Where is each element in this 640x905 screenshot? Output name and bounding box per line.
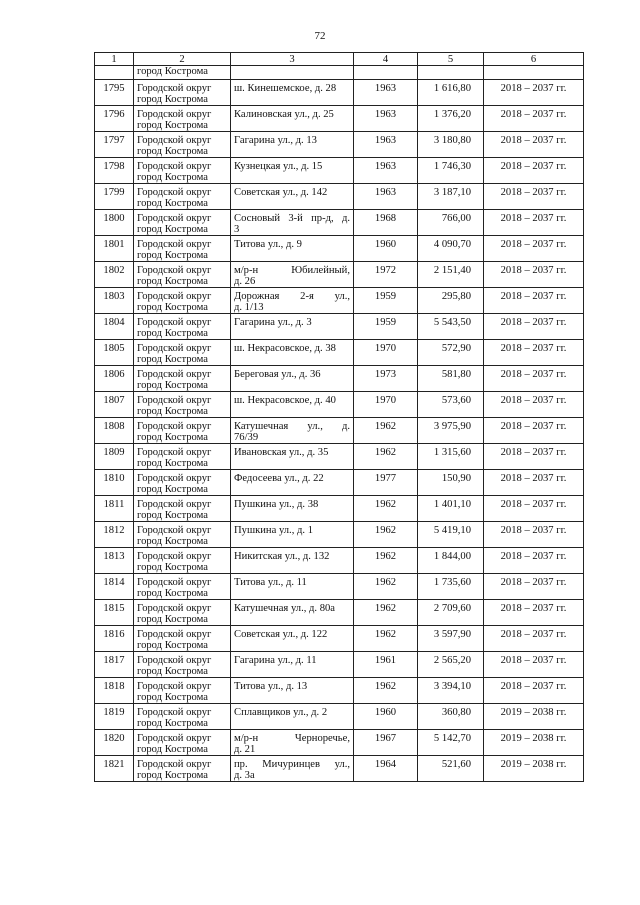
cell-year: 1960 — [354, 704, 418, 730]
address-line: Гагарина ул., д. 3 — [234, 317, 312, 328]
municipality-line: город Кострома — [137, 354, 208, 365]
cell-area: 572,90 — [418, 340, 484, 366]
cell-municipality — [134, 392, 231, 418]
municipality-line: Городской округ — [137, 213, 212, 224]
municipality-line: Городской округ — [137, 551, 212, 562]
address-line: Сплавщиков ул., д. 2 — [234, 707, 328, 718]
cell-period — [484, 66, 584, 80]
cell-period: 2018 – 2037 гг. — [484, 496, 584, 522]
municipality-line: Городской округ — [137, 733, 212, 744]
cell-year: 1962 — [354, 418, 418, 444]
cell-address — [231, 314, 354, 340]
municipality-line: город Кострома — [137, 718, 208, 729]
cell-number: 1817 — [95, 652, 134, 678]
cell-period: 2018 – 2037 гг. — [484, 340, 584, 366]
municipality-line: Городской округ — [137, 135, 212, 146]
column-header: 6 — [484, 53, 584, 66]
municipality-line: город Кострома — [137, 406, 208, 417]
table-row — [95, 548, 584, 574]
cell-address — [231, 210, 354, 236]
cell-municipality — [134, 704, 231, 730]
cell-number: 1816 — [95, 626, 134, 652]
cell-address — [231, 626, 354, 652]
cell-municipality — [134, 132, 231, 158]
cell-number: 1812 — [95, 522, 134, 548]
cell-area: 295,80 — [418, 288, 484, 314]
cell-area: 2 565,20 — [418, 652, 484, 678]
cell-address — [231, 600, 354, 626]
cell-number: 1796 — [95, 106, 134, 132]
cell-period: 2018 – 2037 гг. — [484, 288, 584, 314]
address-line: Советская ул., д. 122 — [234, 629, 328, 640]
cell-municipality — [134, 496, 231, 522]
column-header: 4 — [354, 53, 418, 66]
municipality-line: Городской округ — [137, 161, 212, 172]
cell-period: 2018 – 2037 гг. — [484, 652, 584, 678]
cell-year: 1959 — [354, 314, 418, 340]
municipality-line: Городской округ — [137, 239, 212, 250]
municipality-line: город Кострома — [137, 120, 208, 131]
municipality-line: Городской округ — [137, 369, 212, 380]
municipality-line: Городской округ — [137, 707, 212, 718]
municipality-line: Городской округ — [137, 681, 212, 692]
municipality-line: город Кострома — [137, 250, 208, 261]
address-line: 3 — [234, 224, 240, 235]
cell-address — [231, 496, 354, 522]
municipality-line: Городской округ — [137, 265, 212, 276]
page-number: 72 — [314, 30, 326, 42]
cell-period: 2018 – 2037 гг. — [484, 470, 584, 496]
cell-number: 1813 — [95, 548, 134, 574]
address-line: Калиновская ул., д. 25 — [234, 109, 334, 120]
table-row — [95, 392, 584, 418]
address-line: пр. Мичуринцев ул., — [234, 759, 350, 770]
cell-area: 1 315,60 — [418, 444, 484, 470]
cell-area: 581,80 — [418, 366, 484, 392]
cell-number: 1803 — [95, 288, 134, 314]
address-line: Пушкина ул., д. 38 — [234, 499, 319, 510]
table-row — [95, 236, 584, 262]
cell-period: 2018 – 2037 гг. — [484, 80, 584, 106]
cell-municipality — [134, 184, 231, 210]
cell-area: 1 401,10 — [418, 496, 484, 522]
cell-area: 3 180,80 — [418, 132, 484, 158]
cell-address — [231, 392, 354, 418]
municipality-line: город Кострома — [137, 172, 208, 183]
table-row — [95, 210, 584, 236]
table-row — [95, 626, 584, 652]
cell-period: 2018 – 2037 гг. — [484, 158, 584, 184]
municipality-line: город Кострома — [137, 302, 208, 313]
cell-address — [231, 106, 354, 132]
municipality-line: город Кострома — [137, 146, 208, 157]
address-line: Пушкина ул., д. 1 — [234, 525, 313, 536]
cell-area: 1 616,80 — [418, 80, 484, 106]
cell-address — [231, 704, 354, 730]
cell-period: 2018 – 2037 гг. — [484, 444, 584, 470]
cell-address — [231, 288, 354, 314]
cell-period: 2018 – 2037 гг. — [484, 678, 584, 704]
column-header: 3 — [231, 53, 354, 66]
cell-area: 2 709,60 — [418, 600, 484, 626]
housing-table — [94, 52, 584, 782]
municipality-line: город Кострома — [137, 770, 208, 781]
address-line: Титова ул., д. 13 — [234, 681, 308, 692]
cell-number: 1801 — [95, 236, 134, 262]
municipality-line: Городской округ — [137, 343, 212, 354]
cell-municipality — [134, 418, 231, 444]
address-line: д. 26 — [234, 276, 256, 287]
cell-area: 1 735,60 — [418, 574, 484, 600]
cell-year — [354, 66, 418, 80]
cell-year: 1962 — [354, 600, 418, 626]
address-line: Советская ул., д. 142 — [234, 187, 328, 198]
municipality-line: Городской округ — [137, 291, 212, 302]
cell-address — [231, 730, 354, 756]
address-line: Катушечная ул., д. 80а — [234, 603, 336, 614]
cell-year: 1973 — [354, 366, 418, 392]
cell-year: 1963 — [354, 106, 418, 132]
cell-address — [231, 418, 354, 444]
table-row — [95, 730, 584, 756]
address-line: Береговая ул., д. 36 — [234, 369, 321, 380]
table-row — [95, 80, 584, 106]
address-line: Гагарина ул., д. 13 — [234, 135, 317, 146]
cell-address — [231, 574, 354, 600]
address-line: Гагарина ул., д. 11 — [234, 655, 317, 666]
cell-period: 2018 – 2037 гг. — [484, 574, 584, 600]
cell-address — [231, 236, 354, 262]
cell-year: 1962 — [354, 574, 418, 600]
cell-municipality — [134, 730, 231, 756]
municipality-line: Городской округ — [137, 447, 212, 458]
table-row — [95, 314, 584, 340]
municipality-line: Городской округ — [137, 759, 212, 770]
address-line: Кузнецкая ул., д. 15 — [234, 161, 323, 172]
cell-year: 1962 — [354, 522, 418, 548]
municipality-line: Городской округ — [137, 629, 212, 640]
municipality-line: Городской округ — [137, 499, 212, 510]
cell-municipality: город Кострома — [134, 66, 231, 80]
cell-municipality — [134, 626, 231, 652]
municipality-line: Городской округ — [137, 577, 212, 588]
cell-area: 766,00 — [418, 210, 484, 236]
table-row — [95, 158, 584, 184]
cell-year: 1963 — [354, 184, 418, 210]
address-line: Федосеева ул., д. 22 — [234, 473, 324, 484]
cell-number: 1815 — [95, 600, 134, 626]
municipality-line: Городской округ — [137, 525, 212, 536]
cell-municipality — [134, 652, 231, 678]
municipality-line: город Кострома — [137, 588, 208, 599]
municipality-line: Городской округ — [137, 187, 212, 198]
cell-year: 1967 — [354, 730, 418, 756]
cell-area: 1 844,00 — [418, 548, 484, 574]
cell-year: 1963 — [354, 80, 418, 106]
cell-number: 1811 — [95, 496, 134, 522]
table-row — [95, 444, 584, 470]
cell-year: 1961 — [354, 652, 418, 678]
address-line: д. 1/13 — [234, 302, 264, 313]
cell-address — [231, 470, 354, 496]
cell-number: 1799 — [95, 184, 134, 210]
cell-municipality — [134, 600, 231, 626]
municipality-line: город Кострома — [137, 432, 208, 443]
cell-area: 150,90 — [418, 470, 484, 496]
cell-period: 2018 – 2037 гг. — [484, 418, 584, 444]
cell-period: 2018 – 2037 гг. — [484, 184, 584, 210]
cell-area: 1 376,20 — [418, 106, 484, 132]
municipality-line: город Кострома — [137, 328, 208, 339]
municipality-line: Городской округ — [137, 655, 212, 666]
municipality-line: город Кострома — [137, 614, 208, 625]
cell-number: 1804 — [95, 314, 134, 340]
table-row — [95, 132, 584, 158]
cell-municipality — [134, 236, 231, 262]
cell-number: 1798 — [95, 158, 134, 184]
cell-area: 360,80 — [418, 704, 484, 730]
cell-year: 1962 — [354, 548, 418, 574]
continuation-row — [95, 66, 584, 80]
cell-year: 1959 — [354, 288, 418, 314]
table-row — [95, 678, 584, 704]
table-row — [95, 496, 584, 522]
cell-year: 1962 — [354, 444, 418, 470]
cell-number: 1802 — [95, 262, 134, 288]
cell-year: 1963 — [354, 158, 418, 184]
address-line: Титова ул., д. 9 — [234, 239, 302, 250]
address-line: Титова ул., д. 11 — [234, 577, 307, 588]
municipality-line: город Кострома — [137, 484, 208, 495]
cell-address — [231, 548, 354, 574]
address-line: Дорожная 2-я ул., — [234, 291, 350, 302]
cell-year: 1960 — [354, 236, 418, 262]
cell-year: 1977 — [354, 470, 418, 496]
cell-year: 1963 — [354, 132, 418, 158]
municipality-line: город Кострома — [137, 666, 208, 677]
municipality-line: город Кострома — [137, 224, 208, 235]
column-header: 5 — [418, 53, 484, 66]
table-row — [95, 366, 584, 392]
municipality-line: город Кострома — [137, 276, 208, 287]
municipality-line: Городской округ — [137, 395, 212, 406]
cell-number: 1800 — [95, 210, 134, 236]
cell-municipality — [134, 340, 231, 366]
cell-municipality — [134, 522, 231, 548]
cell-area: 521,60 — [418, 756, 484, 782]
municipality-line: Городской округ — [137, 109, 212, 120]
cell-year: 1962 — [354, 626, 418, 652]
municipality-line: город Кострома — [137, 458, 208, 469]
cell-area — [418, 66, 484, 80]
cell-number: 1818 — [95, 678, 134, 704]
address-line: ш. Некрасовское, д. 38 — [234, 343, 336, 354]
address-line: д. 3а — [234, 770, 255, 781]
cell-area: 3 975,90 — [418, 418, 484, 444]
cell-year: 1972 — [354, 262, 418, 288]
cell-area: 3 394,10 — [418, 678, 484, 704]
cell-address — [231, 522, 354, 548]
cell-municipality — [134, 262, 231, 288]
municipality-line: город Кострома — [137, 510, 208, 521]
cell-area: 5 543,50 — [418, 314, 484, 340]
cell-area: 4 090,70 — [418, 236, 484, 262]
address-line: 76/39 — [234, 432, 259, 443]
cell-number: 1814 — [95, 574, 134, 600]
municipality-line: город Кострома — [137, 562, 208, 573]
table-row — [95, 652, 584, 678]
cell-year: 1962 — [354, 678, 418, 704]
municipality-line: город Кострома — [137, 692, 208, 703]
cell-period: 2018 – 2037 гг. — [484, 522, 584, 548]
cell-municipality — [134, 288, 231, 314]
cell-area: 3 187,10 — [418, 184, 484, 210]
cell-period: 2018 – 2037 гг. — [484, 262, 584, 288]
cell-municipality — [134, 106, 231, 132]
cell-number: 1807 — [95, 392, 134, 418]
cell-area: 5 142,70 — [418, 730, 484, 756]
cell-period: 2018 – 2037 гг. — [484, 626, 584, 652]
table-row — [95, 756, 584, 782]
address-line: ш. Некрасовское, д. 40 — [234, 395, 336, 406]
cell-area: 5 419,10 — [418, 522, 484, 548]
cell-period: 2018 – 2037 гг. — [484, 600, 584, 626]
municipality-line: Городской округ — [137, 473, 212, 484]
cell-number: 1821 — [95, 756, 134, 782]
cell-year: 1962 — [354, 496, 418, 522]
address-line: Ивановская ул., д. 35 — [234, 447, 329, 458]
column-header: 1 — [95, 53, 134, 66]
municipality-line: город Кострома — [137, 640, 208, 651]
municipality-line: Городской округ — [137, 83, 212, 94]
cell-number: 1810 — [95, 470, 134, 496]
municipality-line: Городской округ — [137, 603, 212, 614]
cell-number: 1809 — [95, 444, 134, 470]
table-row — [95, 262, 584, 288]
cell-address — [231, 262, 354, 288]
municipality-line: город Кострома — [137, 94, 208, 105]
cell-period: 2019 – 2038 гг. — [484, 730, 584, 756]
address-line: Катушечная ул., д. — [234, 421, 350, 432]
cell-period: 2018 – 2037 гг. — [484, 548, 584, 574]
address-line: м/р-н Черноречье, — [234, 733, 350, 744]
municipality-line: город Кострома — [137, 198, 208, 209]
cell-municipality — [134, 548, 231, 574]
column-header: 2 — [134, 53, 231, 66]
table-row — [95, 340, 584, 366]
cell-period: 2018 – 2037 гг. — [484, 210, 584, 236]
cell-period: 2018 – 2037 гг. — [484, 106, 584, 132]
address-line: Никитская ул., д. 132 — [234, 551, 330, 562]
table-row — [95, 522, 584, 548]
table-row — [95, 106, 584, 132]
cell-number: 1805 — [95, 340, 134, 366]
cell-municipality — [134, 470, 231, 496]
cell-municipality — [134, 210, 231, 236]
address-line: д. 21 — [234, 744, 256, 755]
cell-address — [231, 756, 354, 782]
cell-area: 3 597,90 — [418, 626, 484, 652]
cell-municipality — [134, 756, 231, 782]
cell-period: 2019 – 2038 гг. — [484, 704, 584, 730]
cell-number: 1819 — [95, 704, 134, 730]
municipality-line: город Кострома — [137, 744, 208, 755]
cell-number: 1797 — [95, 132, 134, 158]
table-row — [95, 704, 584, 730]
cell-address — [231, 80, 354, 106]
table-row — [95, 418, 584, 444]
municipality-line: Городской округ — [137, 421, 212, 432]
cell-municipality — [134, 678, 231, 704]
cell-municipality — [134, 314, 231, 340]
cell-number: 1808 — [95, 418, 134, 444]
address-line: м/р-н Юбилейный, — [234, 265, 350, 276]
municipality-line: Городской округ — [137, 317, 212, 328]
cell-address — [231, 366, 354, 392]
cell-number: 1795 — [95, 80, 134, 106]
header-row — [95, 53, 584, 66]
cell-municipality — [134, 574, 231, 600]
cell-number: 1806 — [95, 366, 134, 392]
cell-year: 1970 — [354, 340, 418, 366]
municipality-line: город Кострома — [137, 380, 208, 391]
cell-address — [231, 652, 354, 678]
cell-address — [231, 678, 354, 704]
municipality-line: город Кострома — [137, 536, 208, 547]
table-row — [95, 574, 584, 600]
address-line: Сосновый 3-й пр-д, д. — [234, 213, 350, 224]
table-row — [95, 470, 584, 496]
cell-area: 2 151,40 — [418, 262, 484, 288]
cell-address — [231, 158, 354, 184]
cell-municipality — [134, 158, 231, 184]
cell-period: 2018 – 2037 гг. — [484, 392, 584, 418]
cell-address — [231, 132, 354, 158]
cell-period: 2018 – 2037 гг. — [484, 314, 584, 340]
table-row — [95, 600, 584, 626]
cell-area: 573,60 — [418, 392, 484, 418]
cell-number — [95, 66, 134, 80]
cell-address — [231, 340, 354, 366]
table-row — [95, 184, 584, 210]
cell-address — [231, 444, 354, 470]
cell-year: 1964 — [354, 756, 418, 782]
cell-address — [231, 184, 354, 210]
table-row — [95, 288, 584, 314]
cell-address — [231, 66, 354, 80]
cell-area: 1 746,30 — [418, 158, 484, 184]
cell-period: 2018 – 2037 гг. — [484, 236, 584, 262]
cell-municipality — [134, 366, 231, 392]
cell-period: 2018 – 2037 гг. — [484, 366, 584, 392]
cell-municipality — [134, 80, 231, 106]
cell-period: 2018 – 2037 гг. — [484, 132, 584, 158]
address-line: ш. Кинешемское, д. 28 — [234, 83, 337, 94]
cell-period: 2019 – 2038 гг. — [484, 756, 584, 782]
cell-municipality — [134, 444, 231, 470]
cell-year: 1968 — [354, 210, 418, 236]
cell-year: 1970 — [354, 392, 418, 418]
cell-number: 1820 — [95, 730, 134, 756]
